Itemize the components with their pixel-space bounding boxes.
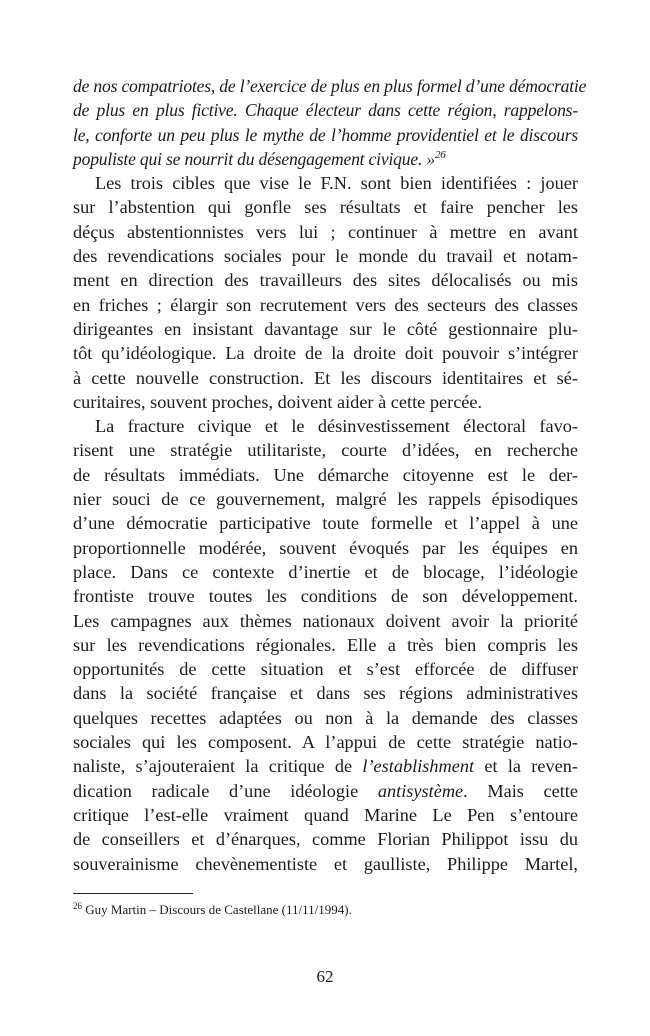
text-segment: souverainisme chevènementiste et gaulliste, Philippe Martel, — [73, 853, 578, 874]
text-segment: de nos compatriotes, de l’exercice de plus en plus formel d’une démocratie — [73, 76, 587, 96]
text-segment: curitaires, souvent proches, doivent aider à cette percée. — [73, 391, 483, 412]
text-segment: en friches ; élargir son recrutement vers des secteurs des classes — [73, 294, 578, 315]
text-line — [73, 487, 578, 511]
text-segment: dirigeantes en insistant davantage sur le côté gestionnaire plu- — [73, 318, 578, 339]
text-segment: sur l’abstention qui gonfle ses résultats et faire pencher les — [73, 197, 578, 218]
text-line — [73, 220, 578, 244]
footnote-reference: 26 — [434, 148, 446, 161]
text-line — [73, 438, 578, 462]
text-line — [73, 560, 578, 584]
text-line — [73, 609, 578, 633]
text-segment: dans la société française et dans ses régions administratives — [73, 683, 578, 704]
text-line — [73, 195, 578, 219]
text-segment: frontiste trouve toutes les conditions de son développement. — [73, 586, 578, 607]
text-line — [73, 511, 578, 535]
text-line — [73, 74, 587, 98]
text-segment: ment en direction des travailleurs des sites délocalisés ou mis — [73, 270, 578, 291]
text-line — [73, 706, 578, 730]
text-line — [73, 536, 578, 560]
text-segment: de plus en plus fictive. Chaque électeur dans cette région, rappelons- — [73, 100, 578, 121]
text-line — [73, 268, 578, 292]
text-line — [73, 657, 578, 681]
text-segment: de conseillers et d’énarques, comme Florian Philippot issu du — [73, 829, 578, 850]
text-segment: populiste qui se nourrit du désengagement civique. » — [73, 148, 435, 169]
text-line — [73, 633, 578, 657]
text-segment: La fracture civique et le désinvestissement électoral favo- — [95, 416, 578, 437]
body-text — [73, 74, 587, 876]
text-line — [73, 98, 578, 122]
text-line — [73, 341, 578, 365]
text-line — [73, 681, 578, 705]
text-segment: opportunités de cette situation et s’est efforcée de diffuser — [73, 659, 578, 680]
text-segment: Les trois cibles que vise le F.N. sont bien identifiées : jouer — [95, 173, 578, 194]
text-line — [73, 754, 578, 778]
text-line — [73, 244, 578, 268]
text-segment: le, conforte un peu plus le mythe de l’homme providentiel et le discours — [73, 124, 578, 145]
text-segment: sur les revendications régionales. Elle a très bien compris les — [73, 634, 578, 655]
text-segment: critique l’est-elle vraiment quand Marine Le Pen s’entoure — [73, 804, 578, 825]
text-line — [73, 147, 578, 171]
text-line — [73, 584, 578, 608]
text-segment: Les campagnes aux thèmes nationaux doivent avoir la priorité — [73, 610, 578, 631]
text-line — [73, 317, 578, 341]
text-segment: des revendications sociales pour le monde du travail et notam- — [73, 246, 578, 267]
text-line — [73, 414, 578, 438]
text-segment: place. Dans ce contexte d’inertie et de blocage, l’idéologie — [73, 561, 578, 582]
text-line — [73, 463, 578, 487]
text-segment: d’une démocratie participative toute formelle et l’appel à une — [73, 513, 578, 534]
text-line — [73, 123, 578, 147]
italic-term: antisystème — [377, 780, 464, 801]
footnote — [73, 902, 352, 918]
text-segment: nier souci de ce gouvernement, malgré les rappels épisodiques — [73, 489, 578, 510]
text-line — [73, 827, 578, 851]
footnote-text: Guy Martin – Discours de Castellane (11/11/1994). — [82, 902, 352, 917]
text-line — [73, 779, 578, 803]
text-segment: de résultats immédiats. Une démarche citoyenne est le der- — [73, 464, 578, 485]
text-segment: dication radicale d’une idéologie — [73, 780, 378, 801]
text-segment: . Mais cette — [463, 780, 578, 801]
text-segment: proportionnelle modérée, souvent évoqués par les équipes en — [73, 537, 578, 558]
text-segment: à cette nouvelle construction. Et les discours identitaires et sé- — [73, 367, 578, 388]
text-segment: et la reven- — [474, 756, 578, 777]
text-line — [73, 852, 578, 876]
page-number: 62 — [316, 967, 334, 986]
italic-term: l’establishment — [362, 756, 475, 777]
text-segment: tôt qu’idéologique. La droite de la droite doit pouvoir s’intégrer — [73, 343, 578, 364]
text-line — [73, 803, 578, 827]
text-line — [73, 366, 578, 390]
text-line — [73, 171, 578, 195]
text-segment: risent une stratégie utilitariste, courte d’idées, en recherche — [73, 440, 578, 461]
text-segment: déçus abstentionnistes vers lui ; continuer à mettre en avant — [73, 221, 578, 242]
text-line — [73, 390, 578, 414]
text-segment: sociales qui les composent. A l’appui de cette stratégie natio- — [73, 732, 578, 753]
text-line — [73, 293, 578, 317]
footnote-divider — [73, 893, 193, 894]
footnote-number: 26 — [73, 901, 82, 911]
text-line — [73, 730, 578, 754]
text-segment: quelques recettes adaptées ou non à la demande des classes — [73, 707, 578, 728]
text-segment: naliste, s’ajouteraient la critique de — [73, 756, 363, 777]
